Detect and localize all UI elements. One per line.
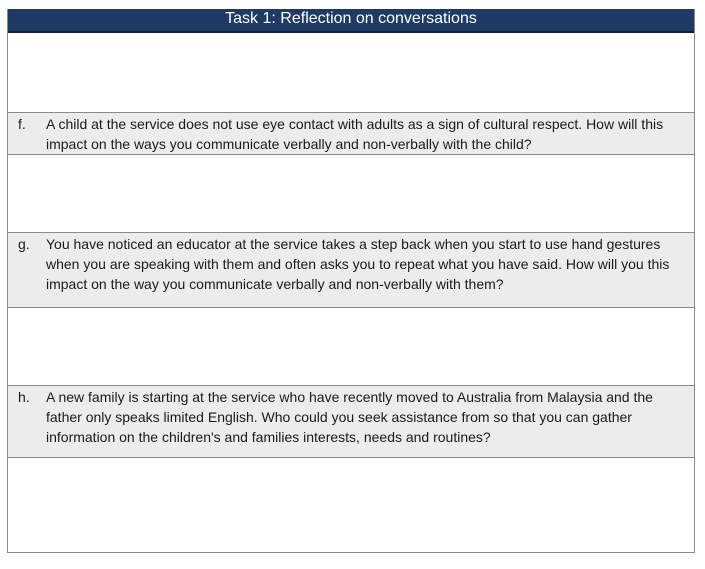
question-text: A child at the service does not use eye contact with adults as a sign of cultural respect. How will this impact on the ways you communicate verbally and non-verbally with the child? bbox=[46, 116, 664, 152]
question-letter: g. bbox=[18, 236, 30, 252]
question-letter: f. bbox=[18, 116, 26, 132]
question-row-h bbox=[8, 386, 694, 458]
question-row-g bbox=[8, 233, 694, 308]
table-title: Task 1: Reflection on conversations bbox=[8, 9, 694, 33]
answer-box-g[interactable] bbox=[8, 308, 694, 386]
answer-box-previous[interactable] bbox=[8, 33, 694, 113]
answer-box-f[interactable] bbox=[8, 155, 694, 233]
reflection-table bbox=[7, 9, 695, 553]
question-text: A new family is starting at the service who have recently moved to Australia from Malaysia and the father only speaks limited English. Who could you seek assistance from so that you can gather information on the children's and families interests, needs and routines? bbox=[46, 389, 653, 445]
question-letter: h. bbox=[18, 389, 30, 405]
question-row-f bbox=[8, 113, 694, 155]
question-text: You have noticed an educator at the service takes a step back when you start to use hand gestures when you are speaking with them and often asks you to repeat what you have said. How will you this impact on the way you communicate verbally and non-verbally with them? bbox=[46, 236, 670, 292]
answer-box-h[interactable] bbox=[8, 458, 694, 552]
